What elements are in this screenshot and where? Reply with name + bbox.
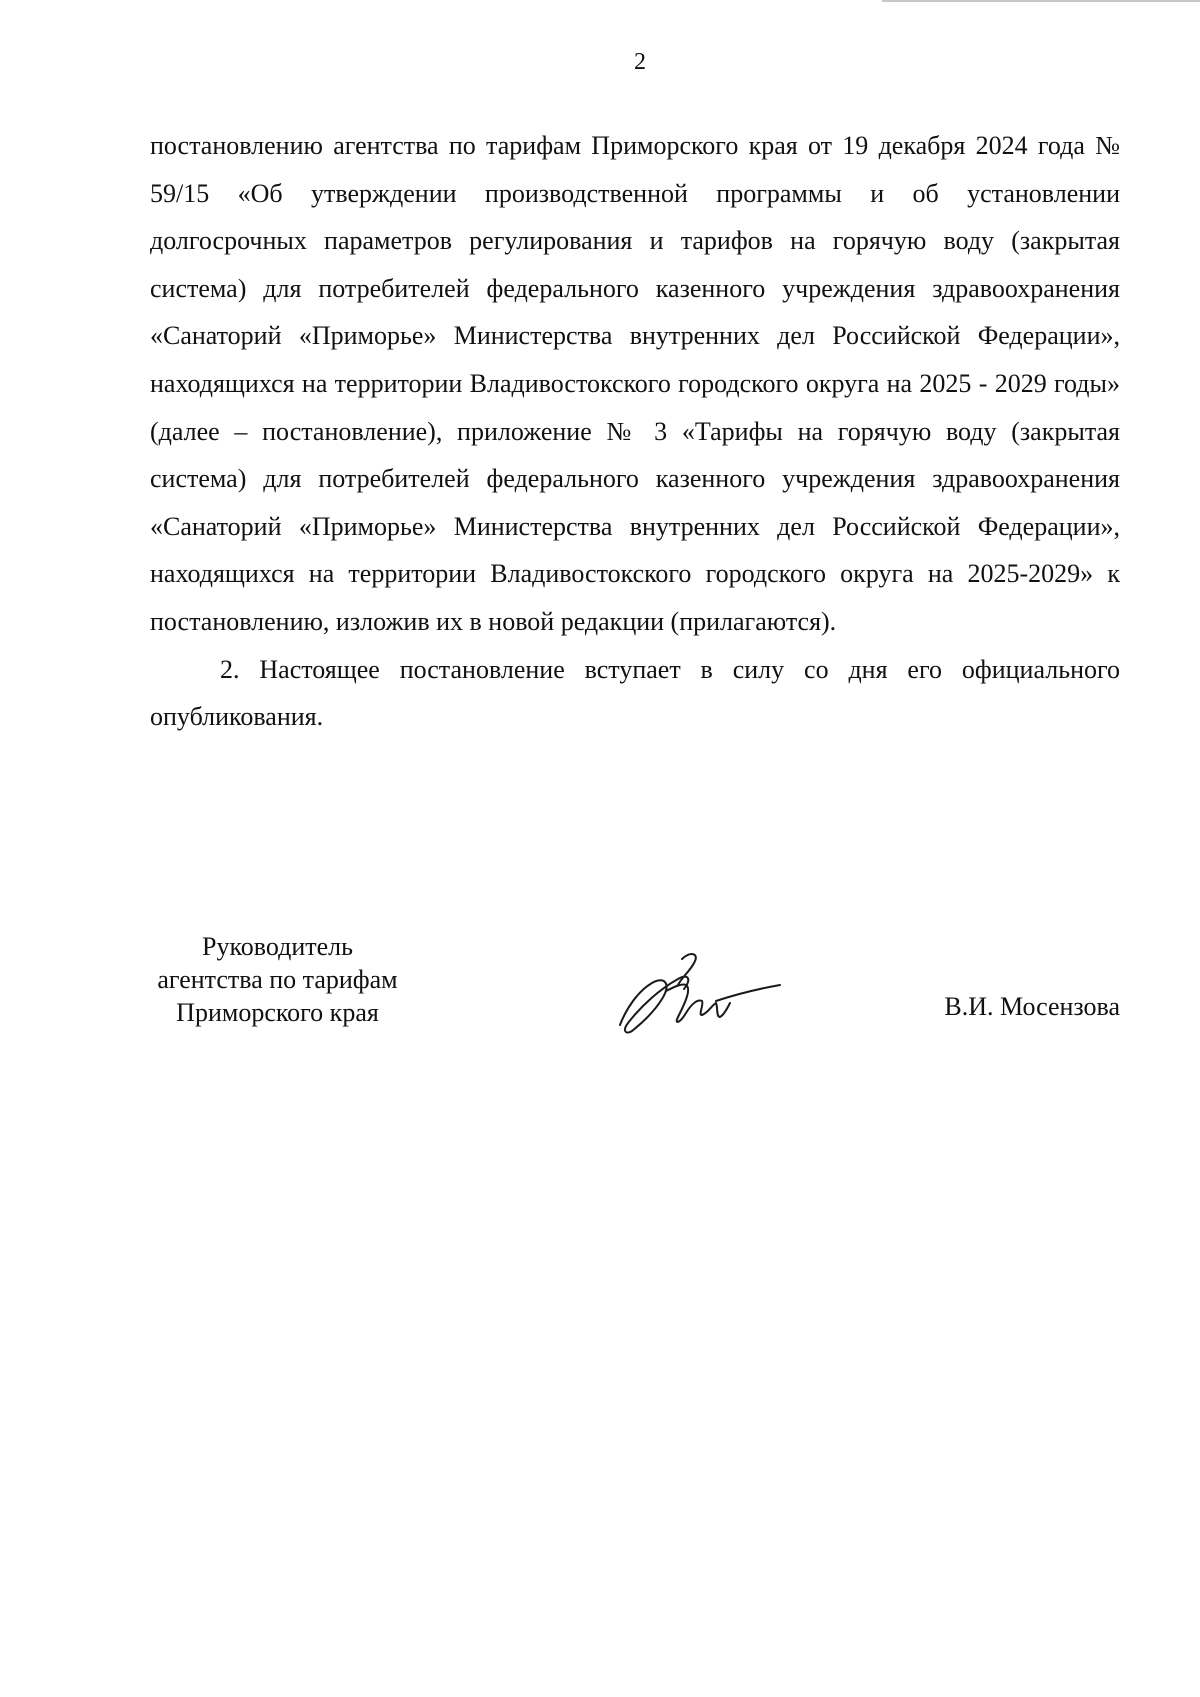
signatory-position — [135, 930, 420, 1029]
position-line-2: агентства по тарифам — [157, 965, 398, 994]
signatory-name: В.И. Мосензова — [944, 992, 1120, 1021]
page-number: 2 — [634, 49, 646, 75]
paragraph-continuation: постановлению агентства по тарифам Приморского края от 19 декабря 2024 года № 59/15 «Об утверждении производственной программы и об установлении долгосрочных параметров регулирования и тарифов на горячую воду (закрытая система) для потребителей федерального казенного учреждения здравоохранения «Санаторий «Приморье» Министерства внутренних дел Российской Федерации», находящихся на территории Владивостокского городского округа на 2025 - 2029 годы» (далее – постановление), приложение № 3 «Тарифы на горячую воду (закрытая система) для потребителей федерального казенного учреждения здравоохранения «Санаторий «Приморье» Министерства внутренних дел Российской Федерации», находящихся на территории Владивостокского городского округа на 2025-2029» к постановлению, изложив их в новой редакции (прилагаются). — [150, 131, 1120, 636]
paragraph-item-2: 2. Настоящее постановление вступает в силу со дня его официального опубликования. — [150, 654, 1120, 732]
position-line-1: Руководитель — [202, 932, 353, 961]
position-line-3: Приморского края — [176, 998, 379, 1027]
scan-edge-line — [882, 0, 1200, 2]
document-body — [150, 122, 1120, 741]
handwritten-signature-icon — [612, 945, 784, 1041]
